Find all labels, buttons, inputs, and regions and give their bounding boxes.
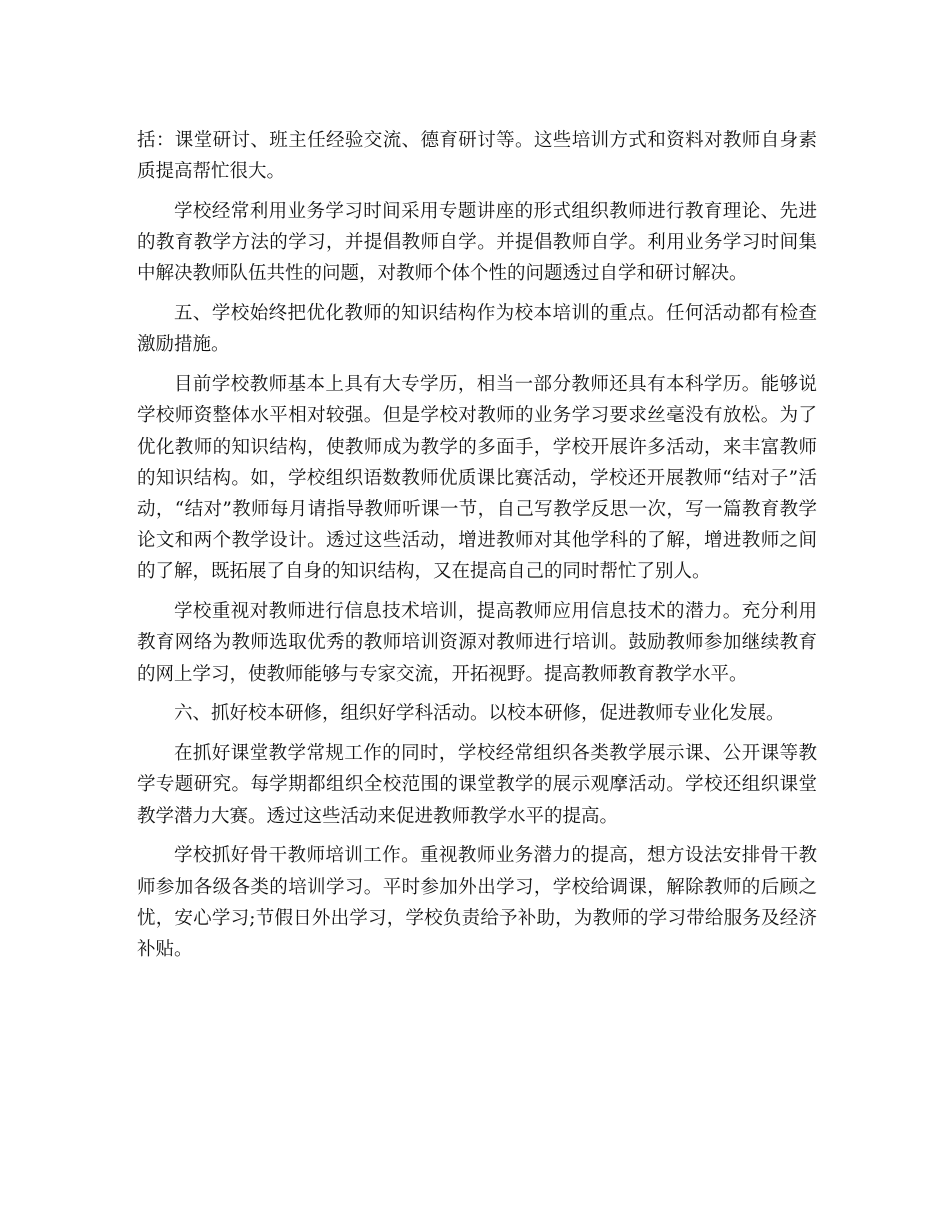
- paragraph-it-training: 学校重视对教师进行信息技术培训，提高教师应用信息技术的潜力。充分利用教育网络为教师选取优秀的教师培训资源对教师进行培训。鼓励教师参加继续教育的网上学习，使教师能够与专家交流，开拓视野。提高教师教育教学水平。: [137, 601, 817, 685]
- paragraph-knowledge-structure: 目前学校教师基本上具有大专学历，相当一部分教师还具有本科学历。能够说学校师资整体水平相对较强。但是学校对教师的业务学习要求丝毫没有放松。为了优化教师的知识结构，使教师成为教学的多面手，学校开展许多活动，来丰富教师的知识结构。如，学校组织语数教师优质课比赛活动，学校还开展教师“结对子”活动，“结对”教师每月请指导教师听课一节，自己写教学反思一次，写一篇教育教学论文和两个教学设计。透过这些活动，增进教师对其他学科的了解，增进教师之间的了解，既拓展了自身的知识结构，又在提高自己的同时帮忙了别人。: [137, 374, 817, 583]
- paragraph-teaching-research: 在抓好课堂教学常规工作的同时，学校经常组织各类教学展示课、公开课等教学专题研究。每学期都组织全校范围的课堂教学的展示观摩活动。学校还组织课堂教学潜力大赛。透过这些活动来促进教师教学水平的提高。: [137, 743, 817, 827]
- document-body: [137, 125, 817, 965]
- section-heading-six: 六、抓好校本研修，组织好学科活动。以校本研修，促进教师专业化发展。: [174, 703, 785, 725]
- paragraph-continuation: 括：课堂研讨、班主任经验交流、德育研讨等。这些培训方式和资料对教师自身素质提高帮忙很大。: [137, 130, 817, 183]
- section-heading-five: 五、学校始终把优化教师的知识结构作为校本培训的重点。任何活动都有检查激励措施。: [137, 303, 817, 356]
- paragraph-backbone-training: 学校抓好骨干教师培训工作。重视教师业务潜力的提高，想方设法安排骨干教师参加各级各类的培训学习。平时参加外出学习，学校给调课，解除教师的后顾之忧，安心学习;节假日外出学习，学校负责给予补助，为教师的学习带给服务及经济补贴。: [137, 845, 817, 961]
- paragraph-study-methods: 学校经常利用业务学习时间采用专题讲座的形式组织教师进行教育理论、先进的教育教学方法的学习，并提倡教师自学。并提倡教师自学。利用业务学习时间集中解决教师队伍共性的问题，对教师个体个性的问题透过自学和研讨解决。: [137, 201, 817, 285]
